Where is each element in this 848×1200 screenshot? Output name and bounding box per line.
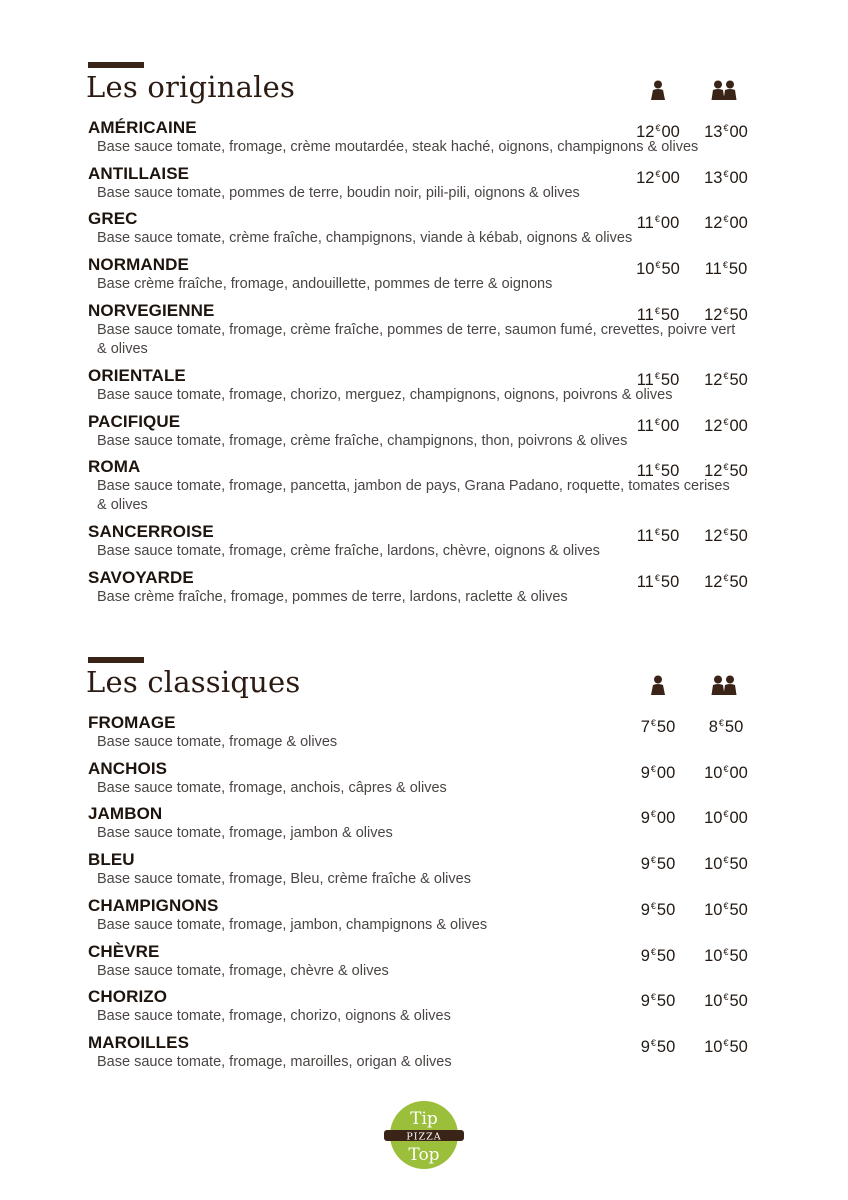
price-cents: 00 — [661, 168, 680, 187]
item-name: BLEU — [88, 850, 135, 870]
price-euros: 12 — [704, 416, 723, 435]
price-euros: 13 — [704, 123, 723, 141]
price-cents: 50 — [660, 527, 680, 546]
price-cents: 00 — [656, 763, 676, 782]
price-one-person — [627, 255, 689, 279]
price-one-person — [627, 987, 689, 1011]
item-description: Base sauce tomate, fromage, crème fraîche, champignons, thon, poivrons & olives — [97, 432, 628, 449]
euro-symbol: € — [654, 416, 660, 427]
price-one-person — [627, 1033, 689, 1057]
price-one-person — [627, 850, 689, 874]
price-two-persons — [695, 759, 757, 783]
item-description: Base sauce tomate, fromage & olives — [97, 734, 338, 750]
euro-symbol: € — [723, 305, 729, 316]
price-two-persons — [695, 412, 757, 436]
euro-symbol: € — [723, 946, 729, 957]
section-title: Les originales — [86, 70, 296, 104]
price-euros: 11 — [636, 305, 654, 324]
price-two-persons — [695, 118, 757, 142]
item-name: AMÉRICAINE — [88, 118, 197, 137]
price-euros: 10 — [704, 1037, 723, 1056]
price-cents: 50 — [656, 1037, 676, 1056]
price-euros: 9 — [640, 1037, 650, 1056]
price-cents: 50 — [729, 855, 748, 874]
price-one-person — [627, 942, 689, 966]
price-euros: 11 — [636, 527, 654, 546]
price-cents: 00 — [729, 123, 748, 141]
price-one-person — [627, 522, 689, 546]
price-two-persons — [695, 850, 757, 874]
price-euros: 9 — [640, 855, 650, 874]
euro-symbol: € — [723, 572, 729, 583]
item-description: Base sauce tomate, fromage, maroilles, origan & olives — [97, 1053, 452, 1070]
price-cents: 00 — [729, 416, 748, 435]
price-cents: 00 — [729, 763, 748, 782]
euro-symbol: € — [723, 462, 729, 473]
price-one-person — [627, 118, 689, 142]
price-cents: 50 — [729, 946, 748, 965]
price-cents: 50 — [656, 718, 676, 736]
tip-pizza-top-logo — [384, 1100, 464, 1170]
price-two-persons — [695, 942, 757, 966]
price-cents: 50 — [660, 462, 680, 481]
item-name: CHAMPIGNONS — [88, 895, 219, 915]
euro-symbol: € — [650, 992, 656, 1003]
price-euros: 12 — [704, 214, 723, 233]
price-two-persons — [695, 457, 757, 481]
euro-symbol: € — [654, 214, 660, 225]
euro-symbol: € — [650, 946, 656, 957]
logo-text-bottom: Top — [408, 1145, 440, 1165]
item-description: Base sauce tomate, crème fraîche, champignons, viande à kébab, oignons & olives — [97, 230, 633, 247]
euro-symbol: € — [723, 416, 729, 427]
item-name: SAVOYARDE — [88, 567, 194, 587]
price-euros: 10 — [704, 763, 723, 782]
euro-symbol: € — [654, 527, 660, 538]
euro-symbol: € — [654, 462, 660, 473]
price-two-persons — [695, 301, 757, 325]
euro-symbol: € — [723, 809, 729, 820]
price-euros: 12 — [704, 462, 723, 481]
price-two-persons — [695, 804, 757, 828]
euro-symbol: € — [650, 809, 656, 820]
item-description: Base sauce tomate, fromage, Bleu, crème fraîche & olives — [97, 871, 471, 888]
price-euros: 12 — [704, 527, 723, 546]
price-one-person — [627, 366, 689, 390]
price-cents: 50 — [729, 992, 748, 1011]
price-cents: 50 — [656, 900, 676, 919]
euro-symbol: € — [723, 214, 729, 225]
euro-symbol: € — [654, 572, 660, 583]
price-one-person — [627, 301, 689, 325]
price-one-person — [627, 568, 689, 592]
euro-symbol: € — [723, 168, 729, 179]
logo-text-middle: PIZZA — [406, 1131, 442, 1143]
price-cents: 00 — [661, 123, 680, 141]
price-euros: 11 — [636, 572, 654, 591]
price-two-persons — [695, 255, 757, 279]
euro-symbol: € — [650, 763, 656, 774]
price-cents: 50 — [660, 370, 680, 389]
price-one-person — [627, 713, 689, 737]
item-description: Base sauce tomate, fromage, crème moutardée, steak haché, oignons, champignons & olives — [97, 139, 699, 155]
euro-symbol: € — [722, 260, 728, 271]
euro-symbol: € — [650, 855, 656, 866]
price-one-person — [627, 164, 689, 188]
price-two-persons — [695, 568, 757, 592]
two-persons-icon — [711, 675, 737, 695]
price-cents: 50 — [729, 572, 748, 591]
euro-symbol: € — [650, 900, 656, 911]
price-euros: 11 — [636, 416, 654, 435]
euro-symbol: € — [723, 900, 729, 911]
item-name: GREC — [88, 209, 138, 229]
item-name: FROMAGE — [88, 713, 176, 732]
item-name: PACIFIQUE — [88, 411, 181, 431]
section-divider-bar — [88, 657, 144, 663]
price-euros: 12 — [636, 123, 655, 141]
item-description: Base sauce tomate, fromage, chorizo, merguez, champignons, oignons, poivrons & olives — [97, 386, 673, 403]
item-name: ROMA — [88, 457, 141, 477]
item-name: NORVEGIENNE — [88, 300, 215, 320]
price-euros: 12 — [704, 305, 723, 324]
price-euros: 11 — [636, 370, 654, 389]
euro-symbol: € — [723, 527, 729, 538]
item-description: Base sauce tomate, fromage, chèvre & olives — [97, 962, 389, 979]
price-two-persons — [695, 896, 757, 920]
price-cents: 00 — [729, 214, 748, 233]
price-euros: 10 — [704, 900, 723, 919]
price-cents: 50 — [729, 462, 748, 481]
item-name: MAROILLES — [88, 1032, 190, 1052]
price-cents: 50 — [724, 718, 744, 736]
price-euros: 7 — [640, 718, 650, 736]
price-one-person — [627, 804, 689, 828]
price-euros: 9 — [640, 809, 650, 828]
euro-symbol: € — [723, 855, 729, 866]
price-euros: 10 — [704, 809, 723, 828]
price-euros: 11 — [636, 462, 654, 481]
price-two-persons — [695, 987, 757, 1011]
price-cents: 50 — [660, 572, 680, 591]
price-two-persons — [695, 522, 757, 546]
price-euros: 12 — [704, 370, 723, 389]
price-one-person — [627, 759, 689, 783]
item-name: JAMBON — [88, 804, 163, 824]
price-two-persons — [695, 164, 757, 188]
price-cents: 50 — [728, 260, 748, 279]
price-euros: 9 — [640, 763, 650, 782]
price-two-persons — [695, 713, 757, 737]
one-person-icon — [651, 675, 665, 695]
price-cents: 50 — [656, 946, 676, 965]
euro-symbol: € — [723, 763, 729, 774]
item-description: Base sauce tomate, fromage, jambon & olives — [97, 825, 393, 842]
euro-symbol: € — [655, 260, 661, 271]
price-euros: 9 — [640, 992, 650, 1011]
item-name: SANCERROISE — [88, 522, 214, 542]
price-cents: 00 — [656, 809, 676, 828]
price-cents: 00 — [660, 416, 680, 435]
price-cents: 00 — [729, 168, 748, 187]
item-name: NORMANDE — [88, 255, 189, 275]
price-euros: 12 — [636, 168, 655, 187]
euro-symbol: € — [655, 123, 661, 133]
euro-symbol: € — [723, 370, 729, 381]
price-cents: 50 — [661, 260, 680, 279]
section-divider-bar — [88, 62, 144, 68]
price-euros: 10 — [704, 992, 723, 1011]
euro-symbol: € — [654, 305, 660, 316]
item-description: Base sauce tomate, fromage, chorizo, oignons & olives — [97, 1008, 451, 1025]
item-name: CHÈVRE — [88, 941, 160, 961]
price-cents: 50 — [729, 527, 748, 546]
price-cents: 50 — [729, 370, 748, 389]
price-cents: 50 — [660, 305, 680, 324]
price-one-person — [627, 896, 689, 920]
price-euros: 8 — [708, 718, 718, 736]
item-description: Base sauce tomate, fromage, pancetta, jambon de pays, Grana Padano, roquette, tomates cerises & olives — [97, 478, 730, 514]
price-cents: 50 — [729, 900, 748, 919]
item-description: Base sauce tomate, fromage, crème fraîche, pommes de terre, saumon fumé, crevettes, poivre vert & olives — [97, 321, 736, 357]
euro-symbol: € — [650, 1037, 656, 1048]
euro-symbol: € — [655, 168, 661, 179]
item-name: ANTILLAISE — [88, 163, 190, 183]
price-two-persons — [695, 1033, 757, 1057]
price-cents: 00 — [660, 214, 680, 233]
euro-symbol: € — [650, 718, 656, 728]
item-description: Base crème fraîche, fromage, andouillette, pommes de terre & oignons — [97, 276, 553, 293]
price-euros: 12 — [704, 572, 723, 591]
item-description: Base sauce tomate, fromage, anchois, câpres & olives — [97, 779, 447, 796]
price-euros: 11 — [636, 214, 654, 233]
price-cents: 50 — [656, 992, 676, 1011]
item-name: ORIENTALE — [88, 365, 186, 385]
price-euros: 10 — [636, 260, 655, 279]
price-cents: 00 — [729, 809, 748, 828]
price-one-person — [627, 412, 689, 436]
price-cents: 50 — [729, 1037, 748, 1056]
logo-text-top: Tip — [410, 1109, 438, 1129]
price-euros: 11 — [704, 260, 722, 279]
one-person-icon — [651, 80, 665, 100]
price-cents: 50 — [656, 855, 676, 874]
price-cents: 50 — [729, 305, 748, 324]
price-euros: 10 — [704, 855, 723, 874]
price-one-person — [627, 457, 689, 481]
price-euros: 9 — [640, 900, 650, 919]
section-title: Les classiques — [86, 665, 301, 699]
price-euros: 10 — [704, 946, 723, 965]
item-description: Base crème fraîche, fromage, pommes de terre, lardons, raclette & olives — [97, 588, 568, 605]
euro-symbol: € — [723, 992, 729, 1003]
euro-symbol: € — [723, 123, 729, 133]
item-description: Base sauce tomate, fromage, crème fraîche, lardons, chèvre, oignons & olives — [97, 543, 600, 560]
price-euros: 13 — [704, 168, 723, 187]
price-two-persons — [695, 366, 757, 390]
euro-symbol: € — [723, 1037, 729, 1048]
item-description: Base sauce tomate, pommes de terre, boudin noir, pili-pili, oignons & olives — [97, 184, 580, 201]
price-two-persons — [695, 209, 757, 233]
price-one-person — [627, 209, 689, 233]
euro-symbol: € — [718, 718, 724, 728]
euro-symbol: € — [654, 370, 660, 381]
price-euros: 9 — [640, 946, 650, 965]
two-persons-icon — [711, 80, 737, 100]
item-name: ANCHOIS — [88, 758, 168, 778]
item-name: CHORIZO — [88, 987, 168, 1007]
item-description: Base sauce tomate, fromage, jambon, champignons & olives — [97, 916, 488, 933]
